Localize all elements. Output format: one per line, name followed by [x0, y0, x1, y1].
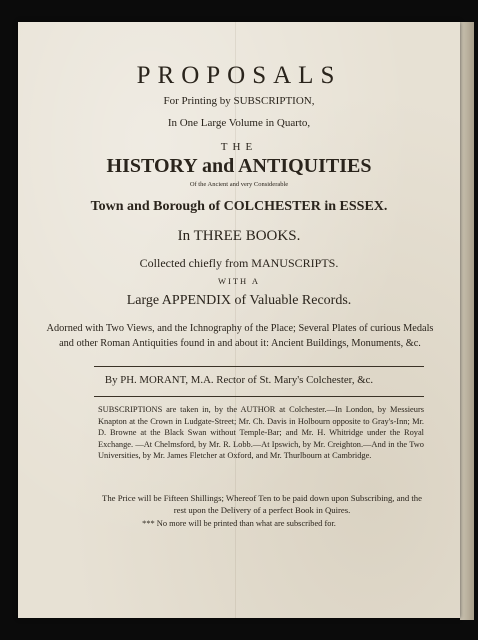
town-line: Town and Borough of COLCHESTER in ESSEX. [90, 199, 388, 214]
rule-bottom [94, 396, 424, 397]
adorned-paragraph: Adorned with Two Views, and the Ichnography of the Place; Several Plates of curious Medals and other Roman Antiquities found in and about it: Ancient Buildings, Monuments, &c. [46, 323, 434, 349]
page-edge [460, 22, 474, 620]
note-line: *** No more will be printed than what are subscribed for. [142, 519, 336, 528]
appendix-line: Large APPENDIX of Valuable Records. [126, 293, 352, 308]
price-paragraph: The Price will be Fifteen Shillings; Whereof Ten to be paid down upon Subscribing, and the rest upon the Delivery of a perfect Book in Quires. [102, 493, 422, 515]
paper-crease [235, 22, 236, 618]
books-line: In THREE BOOKS. [177, 228, 301, 244]
document-title: PROPOSALS [136, 62, 342, 89]
with-a-line: WITH A [218, 276, 260, 286]
history-heading: HISTORY and ANTIQUITIES [106, 155, 372, 177]
volume-line: In One Large Volume in Quarto, [167, 117, 311, 129]
rule-top [94, 366, 424, 367]
author-line: By PH. MORANT, M.A. Rector of St. Mary's Colchester, &c. [104, 374, 374, 386]
ancient-line: Of the Ancient and very Considerable [189, 181, 289, 188]
the-line: THE [220, 141, 258, 153]
subtitle-line: For Printing by SUBSCRIPTION, [163, 95, 315, 107]
subscriptions-paragraph: SUBSCRIPTIONS are taken in, by the AUTHOR at Colchester.—In London, by Messieurs Knapton at the Crown in Ludgate-Street; Mr. Ch. Davis in Holbourn opposite to Gray's-Inn; Mr. D. Browne at the Black Swan without Temple-Bar; and Mr. H. Whitridge under the Royal Exchange. —At Chelmsford, by Mr. R. Lobb.—At Ipswich, by Mr. Creighton.—And in the Two Universities, by Mr. James Fletcher at Oxford, and Mr. Thurlbourn at Cambridge. [98, 405, 424, 461]
printed-sheet [18, 22, 460, 618]
manuscripts-line: Collected chiefly from MANUSCRIPTS. [139, 256, 339, 270]
